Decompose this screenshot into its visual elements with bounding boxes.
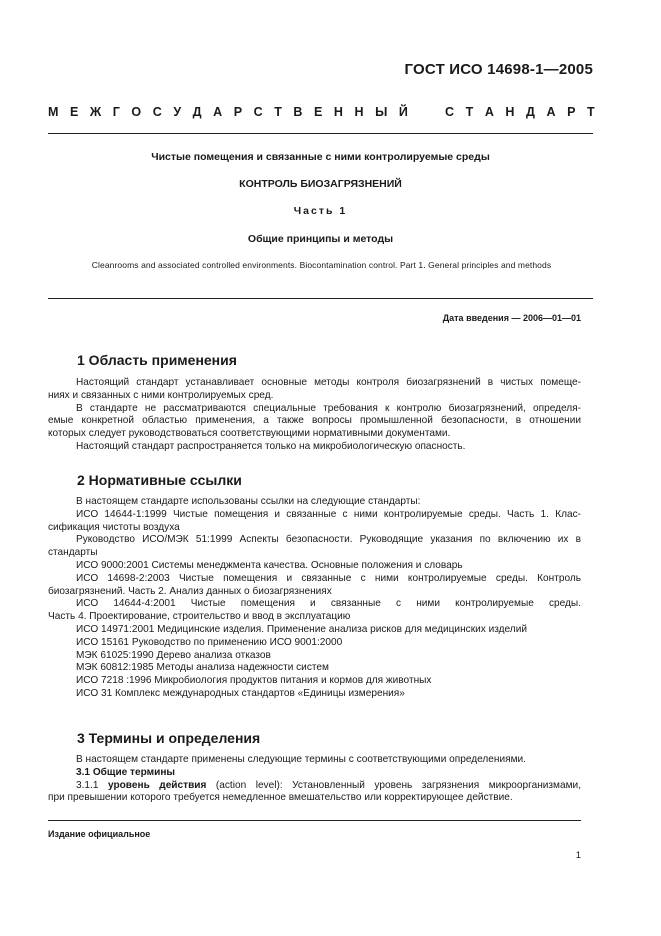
title-sub: КОНТРОЛЬ БИОЗАГРЯЗНЕНИЙ <box>239 178 402 190</box>
reference-line: ИСО 14644-1:1999 Чистые помещения и связанные с ними контролируемые среды. Часть 1. Клас- <box>76 508 581 520</box>
text-line: Настоящий стандарт распространяется только на микробиологическую опасность. <box>76 440 466 452</box>
footer-rule <box>48 820 581 821</box>
reference-line: ИСО 14971:2001 Медицинские изделия. Применение анализа рисков для медицинских изделий <box>76 623 527 635</box>
text-line: Настоящий стандарт устанавливает основные методы контроля биозагрязнений в чистых помеще- <box>76 377 581 388</box>
page-number: 1 <box>575 850 581 861</box>
section-2-body <box>48 496 581 701</box>
banner-letter: О <box>131 105 142 119</box>
section-2-heading: 2 Нормативные ссылки <box>77 472 242 488</box>
intro-date: Дата введения — 2006—01—01 <box>442 313 581 323</box>
reference-line: МЭК 60812:1985 Методы анализа надежности систем <box>76 662 329 674</box>
banner-letter: Ы <box>375 105 388 119</box>
banner-letter: С <box>152 105 162 119</box>
text-line: ниях и связанных с ними контролируемых сред. <box>48 389 274 401</box>
text-line: емые конкретной областью применения, а также вопросы промышленной безопасности, в отношении <box>48 415 581 427</box>
text-line: В настоящем стандарте использованы ссылки на следующие стандарты: <box>76 496 421 507</box>
banner-letter: С <box>445 105 455 119</box>
reference-line: ИСО 7218 :1996 Микробиология продуктов питания и кормов для животных <box>76 675 432 687</box>
banner-letter: А <box>484 105 494 119</box>
banner-letter: Е <box>314 105 323 119</box>
banner-letter: Д <box>192 105 202 119</box>
term-name: уровень действия <box>107 779 207 791</box>
title-main: Чистые помещения и связанные с ними контролируемые среды <box>151 151 490 163</box>
banner-letter: У <box>173 105 182 119</box>
reference-line: ИСО 15161 Руководство по применению ИСО 9001:2000 <box>76 636 343 648</box>
section-3-heading: 3 Термины и определения <box>77 730 261 746</box>
reference-line: биозагрязнений. Часть 2. Анализ данных о биозагрязнениях <box>48 585 332 597</box>
banner-letter: Д <box>526 105 535 119</box>
text-line: В стандарте не рассматриваются специальные требования к контролю биозагрязнений, определя- <box>76 402 581 414</box>
term-text: (action level): Установленный уровень загрязнения микроорганизмами, <box>206 779 581 791</box>
reference-line: Руководство ИСО/МЭК 51:1999 Аспекты безопасности. Руководящие указания по включению их в <box>76 534 581 546</box>
banner-letter <box>419 105 433 119</box>
reference-line: ИСО 14698-2:2003 Чистые помещения и связанные с ними контролируемые среды. Контроль <box>76 572 581 584</box>
banner-letter: Н <box>354 105 364 119</box>
section-1-heading: 1 Область применения <box>77 352 237 368</box>
banner-letter: А <box>546 105 556 119</box>
reference-line: МЭК 61025:1990 Дерево анализа отказов <box>76 649 271 661</box>
reference-line: сификация чистоты воздуха <box>48 521 180 533</box>
banner-letter: Р <box>567 105 576 119</box>
section-1-body <box>48 377 581 454</box>
banner-letter: С <box>253 105 263 119</box>
document-id: ГОСТ ИСО 14698-1—2005 <box>404 61 593 78</box>
banner-letter: Н <box>333 105 343 119</box>
banner-letter: Е <box>69 105 79 119</box>
standard-banner <box>48 105 595 119</box>
subsection-heading: 3.1 Общие термины <box>76 766 176 778</box>
banner-letter: Т <box>465 105 474 119</box>
text-line: при превышении которого требуется немедленное вмешательство или корректирующее действие. <box>48 792 513 804</box>
banner-letter: Г <box>112 105 120 119</box>
reference-line: стандарты <box>48 547 98 559</box>
reference-line: ИСО 9000:2001 Системы менеджмента качества. Основные положения и словарь <box>76 559 463 571</box>
text-line: которых следует руководствоваться соответствующими нормативными документами. <box>48 428 451 440</box>
banner-letter: Й <box>398 105 408 119</box>
banner-letter: Т <box>274 105 282 119</box>
banner-letter: В <box>293 105 303 119</box>
banner-letter: Р <box>233 105 243 119</box>
banner-letter: Н <box>505 105 515 119</box>
text-line: В настоящем стандарте применены следующие термины с соответствующими определениями. <box>76 754 526 765</box>
banner-letter: А <box>213 105 223 119</box>
term-number: 3.1.1 <box>76 779 99 791</box>
title-english: Cleanrooms and associated controlled environments. Biocontamination control. Part 1. General principles and methods <box>91 260 552 270</box>
term-definition <box>48 780 581 793</box>
section-3-body <box>48 754 581 805</box>
reference-line: ИСО 14644-4:2001 Чистые помещения и связанные с ними контролируемые среды. <box>76 598 581 610</box>
title-rule <box>48 298 593 299</box>
banner-letter: Ж <box>89 105 102 119</box>
title-part: Часть 1 <box>293 205 348 217</box>
title-description: Общие принципы и методы <box>247 233 394 245</box>
edition-note: Издание официальное <box>48 829 151 839</box>
reference-line: ИСО 31 Комплекс международных стандартов «Единицы измерения» <box>76 687 405 699</box>
banner-letter: Т <box>586 105 595 119</box>
banner-letter: М <box>48 105 59 119</box>
reference-line: Часть 4. Проектирование, строительство и ввод в эксплуатацию <box>48 611 351 623</box>
top-rule <box>48 133 593 134</box>
